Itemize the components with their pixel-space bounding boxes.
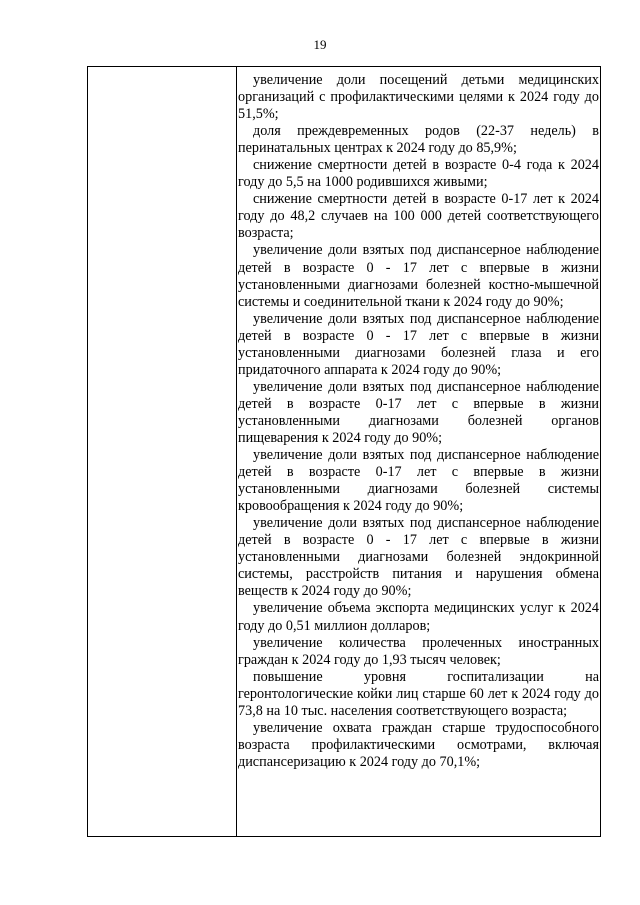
indicator-paragraph: увеличение доли посещений детьми медицинских организаций с профилактическими целями к 2024 году до 51,5%;: [238, 72, 599, 123]
indicator-paragraph: снижение смертности детей в возрасте 0-17 лет к 2024 году до 48,2 случаев на 100 000 детей соответствующего возраста;: [238, 191, 599, 242]
indicator-paragraph: увеличение количества пролеченных иностранных граждан к 2024 году до 1,93 тысяч человек;: [238, 634, 599, 668]
table-left-cell: [88, 67, 236, 836]
indicator-paragraph: увеличение объема экспорта медицинских услуг к 2024 году до 0,51 миллион долларов;: [238, 600, 599, 634]
indicator-paragraph: увеличение охвата граждан старше трудоспособного возраста профилактическими осмотрами, включая диспансеризацию к 2024 году до 70,1%;: [238, 719, 599, 770]
table-right-cell: [238, 72, 599, 771]
indicator-paragraph: повышение уровня госпитализации на геронтологические койки лиц старше 60 лет к 2024 году до 73,8 на 10 тыс. населения соответствующего возраста;: [238, 668, 599, 719]
indicator-paragraph: увеличение доли взятых под диспансерное наблюдение детей в возрасте 0 - 17 лет с впервые в жизни установленными диагнозами болезней костно-мышечной системы и соединительной ткани к 2024 году до 90%;: [238, 242, 599, 310]
indicator-paragraph: увеличение доли взятых под диспансерное наблюдение детей в возрасте 0 - 17 лет с впервые в жизни установленными диагнозами болезней эндокринной системы, расстройств питания и нарушения обмена веществ к 2024 году до 90%;: [238, 515, 599, 600]
document-table: [87, 66, 601, 837]
column-divider: [236, 67, 237, 836]
indicator-paragraph: увеличение доли взятых под диспансерное наблюдение детей в возрасте 0 - 17 лет с впервые в жизни установленными диагнозами болезней глаза и его придаточного аппарата к 2024 году до 90%;: [238, 310, 599, 378]
indicator-paragraph: снижение смертности детей в возрасте 0-4 года к 2024 году до 5,5 на 1000 родившихся живыми;: [238, 157, 599, 191]
page-number: 19: [313, 37, 327, 52]
indicator-paragraph: увеличение доли взятых под диспансерное наблюдение детей в возрасте 0-17 лет с впервые в жизни установленными диагнозами болезней системы кровообращения к 2024 году до 90%;: [238, 447, 599, 515]
indicator-paragraph: доля преждевременных родов (22-37 недель) в перинатальных центрах к 2024 году до 85,9%;: [238, 123, 599, 157]
indicator-paragraph: увеличение доли взятых под диспансерное наблюдение детей в возрасте 0-17 лет с впервые в жизни установленными диагнозами болезней органов пищеварения к 2024 году до 90%;: [238, 378, 599, 446]
